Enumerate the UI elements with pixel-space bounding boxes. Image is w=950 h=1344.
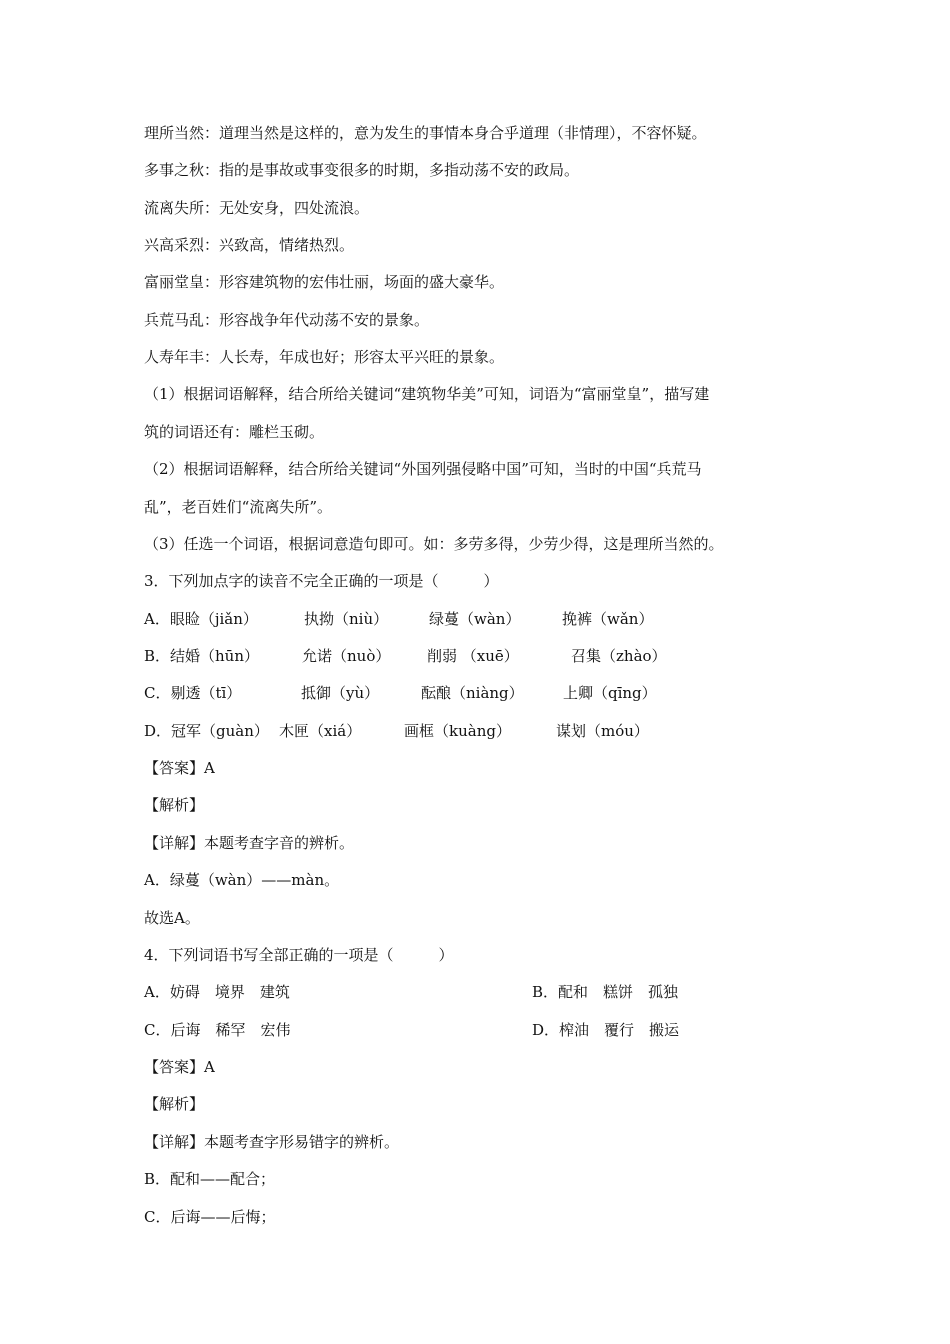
question-3-stem: 3．下列加点字的读音不完全正确的一项是（ ） (144, 572, 499, 590)
q4-detail: 【详解】本题考查字形易错字的辨析。 (144, 1133, 400, 1151)
q3-analysis-label: 【解析】 (144, 796, 205, 814)
q3-option-c-word: 抵御（yù） (301, 684, 380, 702)
q3-option-b-word: 允诺（nuò） (302, 647, 391, 665)
definition-line: 人寿年丰：人长寿，年成也好；形容太平兴旺的景象。 (144, 348, 505, 366)
analysis-line: 筑的词语还有：雕栏玉砌。 (144, 423, 325, 441)
q4-option-b: B．配和 糕饼 孤独 (532, 983, 679, 1001)
definition-line: 兴高采烈：兴致高，情绪热烈。 (144, 236, 355, 254)
q3-option-d-word: D．冠军（guàn） (144, 722, 269, 740)
q4-option-a: A．妨碍 境界 建筑 (144, 983, 290, 1001)
q3-option-b-word: B．结婚（hūn） (144, 647, 260, 665)
q3-option-a-word: 执拗（niù） (304, 610, 389, 628)
q3-option-a-word: 挽裤（wǎn） (562, 610, 654, 628)
q4-answer: 【答案】A (144, 1058, 215, 1076)
q3-detail: 【详解】本题考查字音的辨析。 (144, 834, 355, 852)
q3-option-c-word: 上卿（qīng） (563, 684, 657, 702)
q3-option-d-word: 木匣（xiá） (279, 722, 362, 740)
question-4-stem: 4．下列词语书写全部正确的一项是（ ） (144, 946, 454, 964)
definition-line: 富丽堂皇：形容建筑物的宏伟壮丽，场面的盛大豪华。 (144, 273, 505, 291)
definition-line: 多事之秋：指的是事故或事变很多的时期，多指动荡不安的政局。 (144, 161, 580, 179)
analysis-line: （1）根据词语解释，结合所给关键词“建筑物华美”可知，词语为“富丽堂皇”，描写建 (144, 385, 710, 403)
q3-option-c-word: C．剔透（tī） (144, 684, 242, 702)
q4-option-c: C．后诲 稀罕 宏伟 (144, 1021, 291, 1039)
q3-option-b-word: 削弱 （xuē） (427, 647, 519, 665)
q3-option-a-word: 绿蔓（wàn） (429, 610, 521, 628)
q4-correction: C．后诲——后悔； (144, 1208, 276, 1226)
q3-option-b-word: 召集（zhào） (571, 647, 667, 665)
q3-correction: A．绿蔓（wàn）——màn。 (144, 871, 340, 889)
q4-correction: B．配和——配合； (144, 1170, 276, 1188)
analysis-line: （3）任选一个词语，根据词意造句即可。如：多劳多得，少劳少得，这是理所当然的。 (144, 535, 724, 553)
q4-analysis-label: 【解析】 (144, 1095, 205, 1113)
q3-conclusion: 故选A。 (144, 909, 200, 927)
q4-option-d: D．榨油 覆行 搬运 (532, 1021, 680, 1039)
q3-option-d-word: 谋划（móu） (556, 722, 649, 740)
definition-line: 流离失所：无处安身，四处流浪。 (144, 199, 370, 217)
definition-line: 兵荒马乱：形容战争年代动荡不安的景象。 (144, 311, 430, 329)
definition-line: 理所当然：道理当然是这样的，意为发生的事情本身合乎道理（非情理），不容怀疑。 (144, 124, 707, 142)
analysis-line: （2）根据词语解释，结合所给关键词“外国列强侵略中国”可知，当时的中国“兵荒马 (144, 460, 702, 478)
q3-option-a-word: A．眼睑（jiǎn） (144, 610, 258, 628)
q3-option-c-word: 酝酿（niàng） (421, 684, 524, 702)
q3-answer: 【答案】A (144, 759, 215, 777)
q3-option-d-word: 画框（kuàng） (404, 722, 511, 740)
analysis-line: 乱”，老百姓们“流离失所”。 (144, 498, 333, 516)
